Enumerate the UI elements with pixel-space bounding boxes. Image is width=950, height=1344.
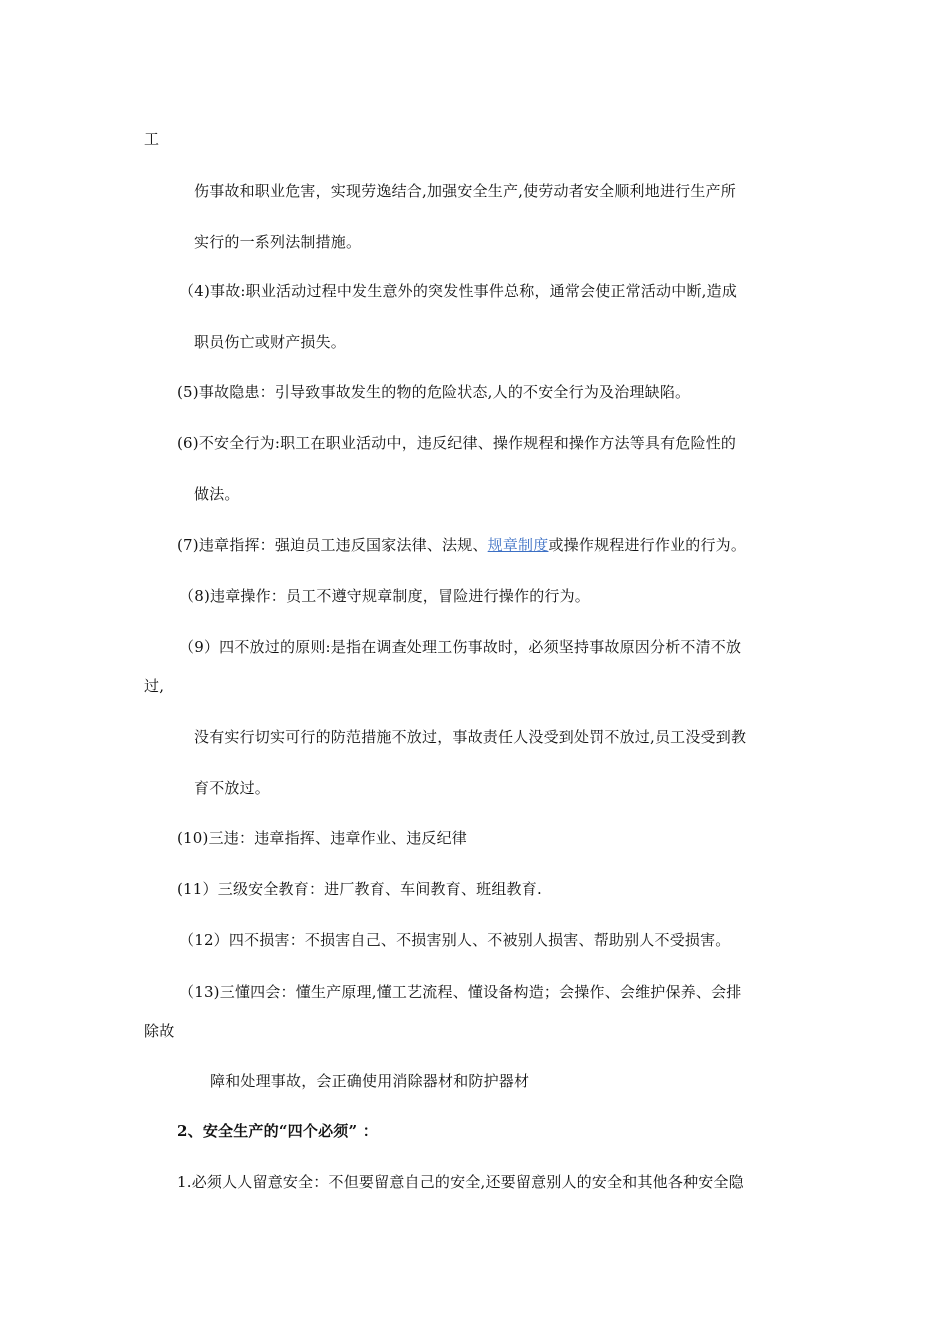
text-segment: 或操作规程进行作业的行为。 — [548, 536, 747, 554]
text-line: 做法。 — [194, 485, 240, 503]
text-line: 除故 — [144, 1022, 175, 1040]
section-heading: 2、安全生产的“四个必须” ： — [177, 1122, 378, 1140]
text-line: （13)三懂四会：懂生产原理,懂工艺流程、懂设备构造；会操作、会维护保养、会排 — [179, 983, 742, 1001]
text-line: 1.必须人人留意安全：不但要留意自己的安全,还要留意别人的安全和其他各种安全隐 — [177, 1173, 744, 1191]
text-line: (5)事故隐患：引导致事故发生的物的危险状态,人的不安全行为及治理缺陷。 — [177, 383, 691, 401]
text-line: （4)事故:职业活动过程中发生意外的突发性事件总称，通常会使正常活动中断,造成 — [179, 282, 738, 300]
text-line: (6)不安全行为:职工在职业活动中，违反纪律、操作规程和操作方法等具有危险性的 — [177, 434, 737, 452]
text-line: 工 — [144, 130, 160, 148]
text-line: （12）四不损害：不损害自己、不损害别人、不被别人损害、帮助别人不受损害。 — [179, 931, 731, 949]
text-line: （9）四不放过的原则:是指在调查处理工伤事故时，必须坚持事故原因分析不清不放 — [179, 638, 742, 656]
text-segment: (7)违章指挥：强迫员工违反国家法律、法规、 — [177, 536, 488, 554]
regulations-link[interactable]: 规章制度 — [487, 536, 549, 554]
text-line: 实行的一系列法制措施。 — [194, 233, 362, 251]
text-line: (11）三级安全教育：进厂教育、车间教育、班组教育. — [177, 880, 542, 898]
text-line: 职员伤亡或财产损失。 — [194, 333, 347, 351]
text-line: 过, — [144, 677, 165, 695]
text-line: 伤事故和职业危害，实现劳逸结合,加强安全生产,使劳动者安全顺利地进行生产所 — [194, 182, 736, 200]
text-line: (10)三违：违章指挥、违章作业、违反纪律 — [177, 829, 467, 847]
text-line-with-link — [177, 535, 746, 555]
text-line: （8)违章操作：员工不遵守规章制度，冒险进行操作的行为。 — [179, 587, 590, 605]
text-line: 育不放过。 — [194, 779, 271, 797]
text-line: 没有实行切实可行的防范措施不放过，事故责任人没受到处罚不放过,员工没受到教 — [194, 728, 747, 746]
text-line: 障和处理事故，会正确使用消除器材和防护器材 — [210, 1072, 530, 1090]
